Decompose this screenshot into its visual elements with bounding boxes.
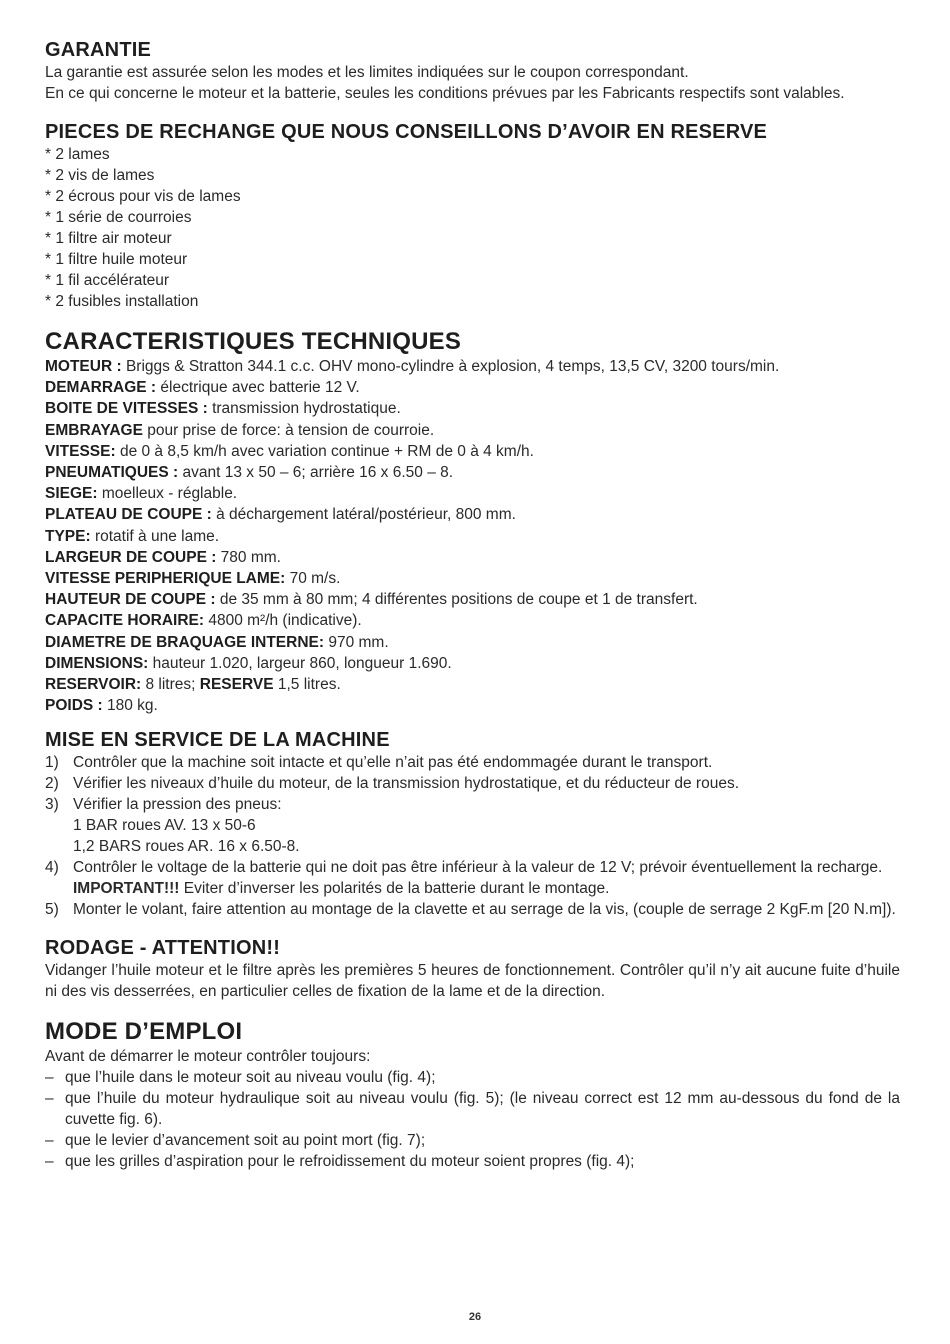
- item-number: 1): [45, 754, 59, 772]
- list-item: [45, 857, 900, 899]
- spec-value: 180 kg.: [102, 697, 158, 715]
- spec-label: DIMENSIONS:: [45, 654, 149, 672]
- spec-row: [45, 526, 900, 547]
- item-text: Contrôler le voltage de la batterie qui ne doit pas être inférieur à la valeur de 12 V; prévoir éventuellement la recharge.: [73, 859, 883, 877]
- spec-row: [45, 653, 900, 674]
- dash-marker: –: [45, 1090, 54, 1108]
- important-note: [73, 878, 900, 899]
- spec-label: HAUTEUR DE COUPE :: [45, 591, 216, 609]
- spec-value: 70 m/s.: [285, 570, 341, 588]
- item-number: 4): [45, 859, 59, 877]
- item-text: Contrôler que la machine soit intacte et qu’elle n’ait pas été endommagée durant le transport.: [73, 754, 713, 772]
- spec-row: [45, 589, 900, 610]
- spec-row: [45, 483, 900, 504]
- spec-label: PNEUMATIQUES :: [45, 464, 179, 482]
- list-item: [45, 1067, 900, 1088]
- list-item: [45, 1151, 900, 1172]
- spec-row: [45, 547, 900, 568]
- list-item: [45, 1130, 900, 1151]
- spec-value: Briggs & Stratton 344.1 c.c. OHV mono-cylindre à explosion, 4 temps, 13,5 CV, 3200 tours/min.: [121, 358, 780, 375]
- spec-value: moelleux - réglable.: [97, 485, 238, 503]
- spec-value: 780 mm.: [216, 548, 281, 566]
- list-item: * 1 série de courroies: [45, 209, 192, 226]
- spec-label: CAPACITE HORAIRE:: [45, 612, 205, 630]
- spec-row: [45, 610, 900, 631]
- spec-row: [45, 568, 900, 589]
- list-item: * 2 lames: [45, 146, 110, 163]
- list-item: * 1 filtre air moteur: [45, 230, 172, 247]
- spec-row: [45, 695, 900, 716]
- spec-value: transmission hydrostatique.: [207, 400, 401, 418]
- spec-value: 1,5 litres.: [273, 676, 341, 694]
- spec-value: rotatif à une lame.: [90, 527, 220, 545]
- spec-label: BOITE DE VITESSES :: [45, 400, 208, 418]
- page-number: 26: [468, 1311, 482, 1323]
- spec-value: à déchargement latéral/postérieur, 800 mm.: [211, 506, 516, 524]
- spec-label: LARGEUR DE COUPE :: [45, 548, 217, 566]
- garantie-paragraph-2: En ce qui concerne le moteur et la batterie, seules les conditions prévues par les Fabricants respectifs sont valables.: [45, 85, 845, 102]
- item-number: 5): [45, 901, 59, 919]
- item-number: 3): [45, 796, 59, 814]
- spec-row: [45, 441, 900, 462]
- tyre-pressure-front: 1 BAR roues AV. 13 x 50-6: [73, 817, 256, 835]
- item-text: que l’huile du moteur hydraulique soit au niveau voulu (fig. 5); (le niveau correct est 12 mm au-dessous du fond de la cuvette fig. 6).: [65, 1090, 900, 1129]
- item-text: que l’huile dans le moteur soit au niveau voulu (fig. 4);: [65, 1069, 436, 1087]
- spec-value: hauteur 1.020, largeur 860, longueur 1.690.: [148, 654, 452, 672]
- spec-row: [45, 377, 900, 398]
- item-text: Monter le volant, faire attention au montage de la clavette et au serrage de la vis, (couple de serrage 2 KgF.m [20 N.m]).: [73, 901, 896, 919]
- section-title-garantie: GARANTIE: [45, 39, 152, 61]
- list-item: [45, 899, 900, 920]
- item-number: 2): [45, 775, 59, 793]
- pieces-list: [45, 144, 900, 312]
- item-text: Vérifier les niveaux d’huile du moteur, de la transmission hydrostatique, et du réducteur de roues.: [73, 775, 740, 793]
- list-item: [45, 773, 900, 794]
- spec-value: électrique avec batterie 12 V.: [156, 379, 360, 397]
- list-item: * 1 filtre huile moteur: [45, 251, 188, 268]
- spec-label: SIEGE:: [45, 485, 98, 503]
- spec-label: RESERVE: [199, 676, 274, 694]
- spec-value: de 0 à 8,5 km/h avec variation continue + RM de 0 à 4 km/h.: [115, 442, 534, 460]
- spec-label: VITESSE PERIPHERIQUE LAME:: [45, 570, 286, 588]
- item-text: que les grilles d’aspiration pour le refroidissement du moteur soient propres (fig. 4);: [65, 1153, 635, 1171]
- dash-marker: –: [45, 1069, 54, 1087]
- rodage-paragraph: Vidanger l’huile moteur et le filtre après les premières 5 heures de fonctionnement. Contrôler qu’il n’y ait aucune fuite d’huile ni des vis desserrées, en particulier celles de fixation de la lame et de la direction.: [45, 962, 900, 1001]
- spec-value: 970 mm.: [324, 633, 389, 651]
- spec-label: VITESSE:: [45, 442, 116, 460]
- important-label: IMPORTANT!!!: [73, 880, 180, 898]
- item-text: que le levier d’avancement soit au point mort (fig. 7);: [65, 1132, 426, 1150]
- spec-label: EMBRAYAGE: [45, 421, 143, 439]
- spec-label: POIDS :: [45, 697, 103, 715]
- garantie-paragraph-1: La garantie est assurée selon les modes et les limites indiquées sur le coupon correspondant.: [45, 64, 689, 81]
- document-page: [45, 38, 900, 1172]
- spec-value: de 35 mm à 80 mm; 4 différentes positions de coupe et 1 de transfert.: [215, 591, 698, 609]
- spec-row: [45, 398, 900, 419]
- spec-row: [45, 356, 900, 377]
- spec-row: [45, 504, 900, 525]
- section-title-pieces: PIECES DE RECHANGE QUE NOUS CONSEILLONS D’AVOIR EN RESERVE: [45, 121, 768, 143]
- section-title-mise-en-service: MISE EN SERVICE DE LA MACHINE: [45, 729, 390, 752]
- list-item: * 2 fusibles installation: [45, 293, 199, 310]
- spec-label: DEMARRAGE :: [45, 379, 157, 397]
- specs-list: [45, 356, 900, 716]
- list-item: * 1 fil accélérateur: [45, 272, 170, 289]
- section-title-mode-emploi: MODE D’EMPLOI: [45, 1018, 243, 1046]
- dash-marker: –: [45, 1153, 54, 1171]
- list-item: [45, 794, 900, 857]
- list-item: * 2 vis de lames: [45, 167, 155, 184]
- spec-row: [45, 462, 900, 483]
- spec-label: TYPE:: [45, 527, 91, 545]
- dash-marker: –: [45, 1132, 54, 1150]
- spec-label: MOTEUR :: [45, 358, 122, 375]
- item-text: Vérifier la pression des pneus:: [73, 796, 282, 814]
- spec-row: [45, 420, 900, 441]
- spec-value: pour prise de force: à tension de courroie.: [142, 421, 435, 439]
- list-item: [45, 1088, 900, 1130]
- mode-emploi-intro: Avant de démarrer le moteur contrôler toujours:: [45, 1048, 371, 1066]
- list-item: [45, 752, 900, 773]
- mode-emploi-list: [45, 1067, 900, 1172]
- spec-value: 8 litres;: [141, 676, 200, 694]
- spec-row: [45, 674, 900, 695]
- mise-en-service-list: [45, 752, 900, 920]
- section-title-caracteristiques: CARACTERISTIQUES TECHNIQUES: [45, 328, 462, 355]
- spec-label: RESERVOIR:: [45, 676, 142, 694]
- spec-value: 4800 m²/h (indicative).: [204, 612, 362, 630]
- spec-value: avant 13 x 50 – 6; arrière 16 x 6.50 – 8.: [178, 464, 454, 482]
- spec-row: [45, 632, 900, 653]
- important-text: Eviter d’inverser les polarités de la batterie durant le montage.: [179, 880, 610, 898]
- spec-label: PLATEAU DE COUPE :: [45, 506, 212, 524]
- section-title-rodage: RODAGE - ATTENTION!!: [45, 937, 281, 960]
- tyre-pressure-rear: 1,2 BARS roues AR. 16 x 6.50-8.: [73, 838, 300, 856]
- list-item: * 2 écrous pour vis de lames: [45, 188, 241, 205]
- spec-label: DIAMETRE DE BRAQUAGE INTERNE:: [45, 633, 325, 651]
